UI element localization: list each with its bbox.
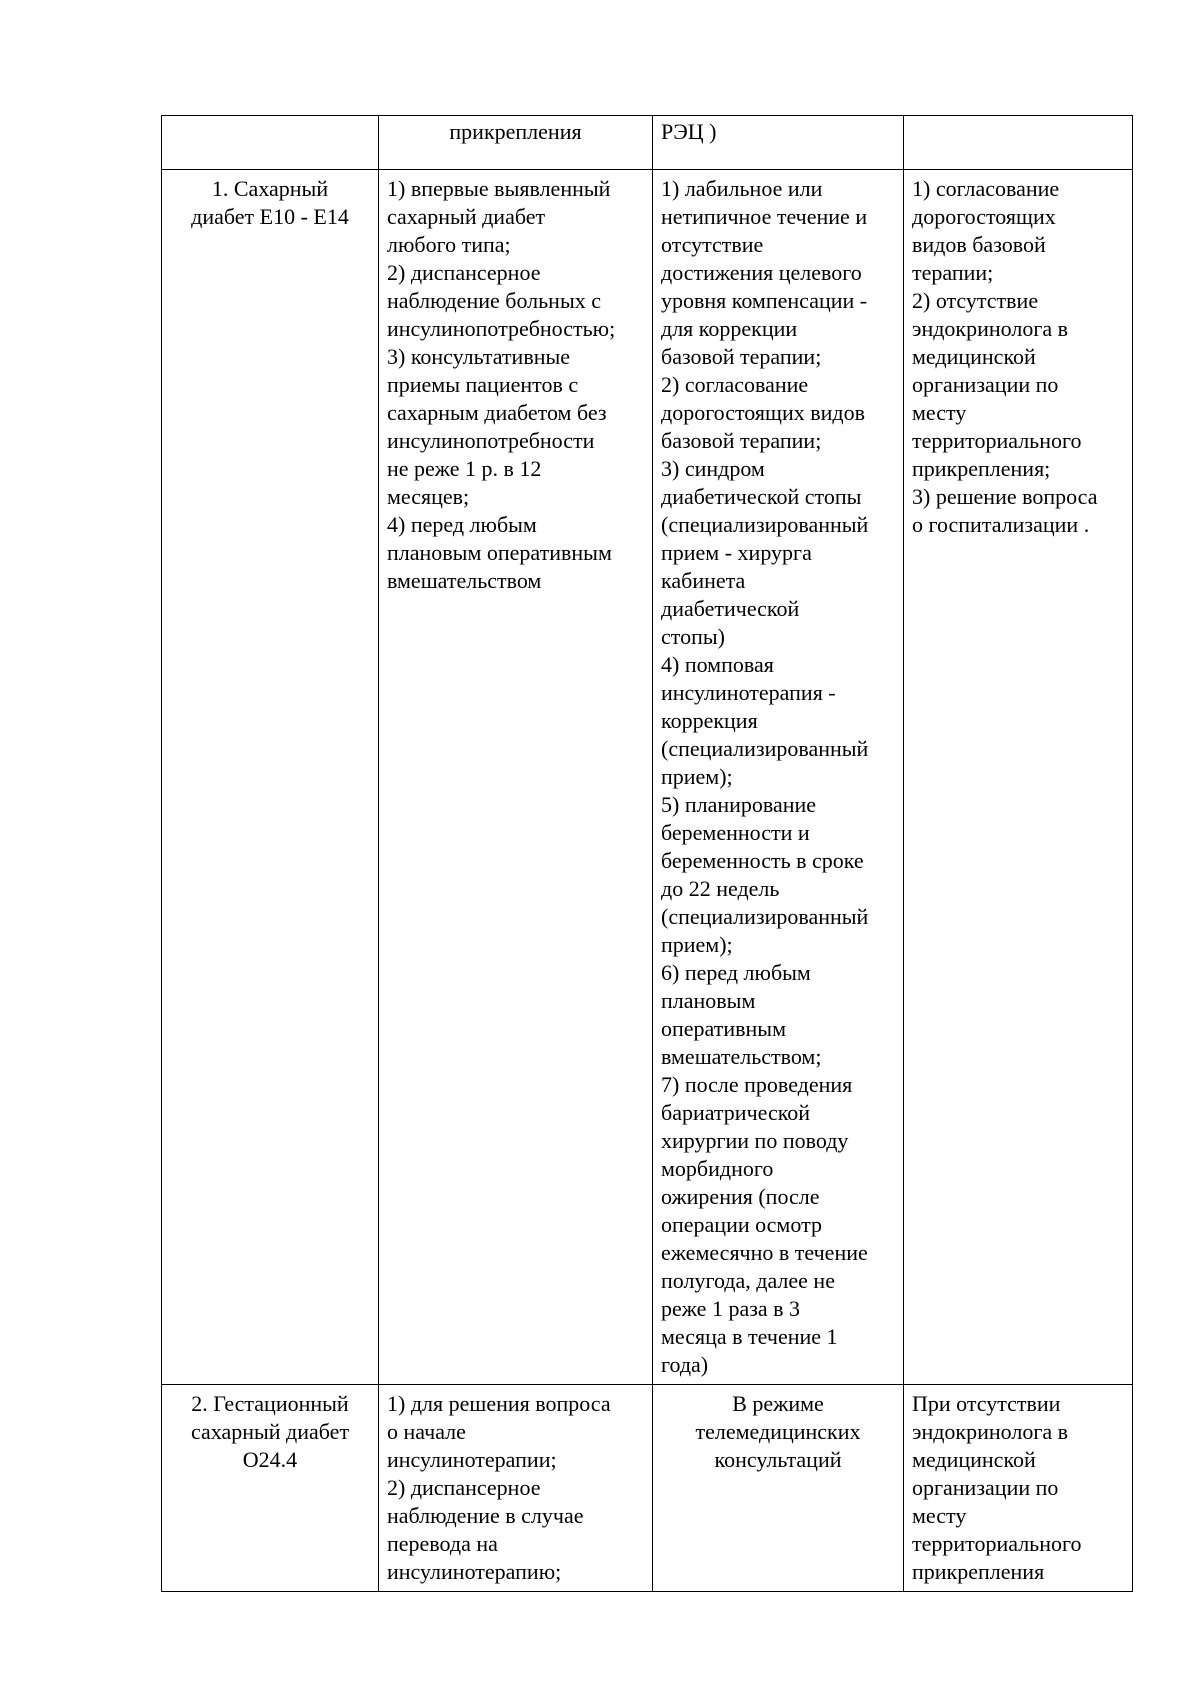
diagnosis-cell (162, 1385, 379, 1592)
cell-text-line: диабет Е10 - Е14 (191, 204, 349, 229)
table-row (162, 170, 1133, 1385)
cell-text-line: уровня компенсации - (661, 288, 868, 313)
cell-text-line: перевода на (387, 1531, 498, 1556)
cell-text-line: сахарным диабетом без (387, 400, 607, 425)
cell-text-line: ожирения (после (661, 1184, 820, 1209)
cell-text-line: эндокринолога в (912, 1419, 1069, 1444)
cell-text-line: вмешательством (387, 568, 542, 593)
cell-text-line: 2) отсутствие (912, 288, 1039, 313)
cell-text-line: инсулинотерапию; (387, 1559, 562, 1584)
cell-text-line: прикрепления; (912, 456, 1051, 481)
referral-indications-cell (379, 1385, 653, 1592)
cell-text-line: прикрепления (912, 1559, 1045, 1584)
cell-text-line: инсулинопотребностью; (387, 316, 616, 341)
referral-indications-cell (379, 170, 653, 1385)
cell-text-line: инсулинотерапия - (661, 680, 836, 705)
cell-text-line: нетипичное течение и (661, 204, 868, 229)
cell-text-line: коррекция (661, 708, 758, 733)
cell-text-line: организации по (912, 372, 1059, 397)
cell-text-line: достижения целевого (661, 260, 862, 285)
cell-text-line: не реже 1 р. в 12 (387, 456, 542, 481)
cell-text-line: года) (661, 1352, 709, 1377)
cell-text-line: реже 1 раза в 3 (661, 1296, 801, 1321)
header-cell-col3: РЭЦ ) (653, 116, 904, 170)
cell-text-line: о госпитализации . (912, 512, 1090, 537)
cell-text-line: 3) консультативные (387, 344, 571, 369)
cell-text-line: территориального (912, 1531, 1082, 1556)
cell-text-line: оперативным (661, 1016, 786, 1041)
cell-text-line: месту (912, 1503, 967, 1528)
cell-text-line: 1) для решения вопроса (387, 1391, 611, 1416)
cell-text-line: 2. Гестационный (191, 1391, 349, 1416)
cell-text-line: до 22 недель (661, 876, 780, 901)
specialist-indications-cell (653, 170, 904, 1385)
cell-text-line: ежемесячно в течение (661, 1240, 868, 1265)
cell-text-line: (специализированный (661, 904, 869, 929)
cell-text-line: сахарный диабет (387, 204, 546, 229)
cell-text-line: 1) лабильное или (661, 176, 823, 201)
cell-text-line: О24.4 (242, 1447, 298, 1472)
cell-text-line: наблюдение больных с (387, 288, 601, 313)
table-header-row (162, 116, 1133, 170)
cell-text-line: медицинской (912, 1447, 1036, 1472)
cell-text-line: морбидного (661, 1156, 774, 1181)
telemedicine-indications-cell (904, 170, 1133, 1385)
cell-text-line: для коррекции (661, 316, 798, 341)
cell-text-line: 2) согласование (661, 372, 809, 397)
cell-text-line: В режиме (732, 1391, 824, 1416)
telemedicine-indications-cell (904, 1385, 1133, 1592)
cell-text-line: 1) согласование (912, 176, 1060, 201)
cell-text-line: хирургии по поводу (661, 1128, 849, 1153)
cell-text-line: 6) перед любым (661, 960, 811, 985)
cell-text-line: При отсутствии (912, 1391, 1061, 1416)
cell-text-line: 2) диспансерное (387, 1475, 541, 1500)
cell-text-line: прием); (661, 932, 733, 957)
cell-text-line: терапии; (912, 260, 994, 285)
cell-text-line: плановым оперативным (387, 540, 612, 565)
cell-text-line: дорогостоящих видов (661, 400, 865, 425)
cell-text-line: 1. Сахарный (211, 176, 329, 201)
cell-text-line: месту (912, 400, 967, 425)
cell-text-line: территориального (912, 428, 1082, 453)
cell-text-line: консультаций (714, 1447, 842, 1472)
cell-text-line: плановым (661, 988, 756, 1013)
cell-text-line: 3) синдром (661, 456, 765, 481)
cell-text-line: беременности и (661, 820, 810, 845)
cell-text-line: 1) впервые выявленный (387, 176, 611, 201)
cell-text-line: любого типа; (387, 232, 511, 257)
cell-text-line: базовой терапии; (661, 428, 822, 453)
cell-text-line: кабинета (661, 568, 746, 593)
cell-text-line: организации по (912, 1475, 1059, 1500)
cell-text-line: наблюдение в случае (387, 1503, 584, 1528)
cell-text-line: инсулинопотребности (387, 428, 595, 453)
header-cell-col2: прикрепления (379, 116, 653, 170)
cell-text-line: 4) помповая (661, 652, 774, 677)
cell-text-line: операции осмотр (661, 1212, 822, 1237)
criteria-table (161, 115, 1133, 1592)
cell-text-line: (специализированный (661, 512, 869, 537)
cell-text-line: диабетической (661, 596, 800, 621)
cell-text-line: 7) после проведения (661, 1072, 853, 1097)
cell-text-line: месяцев; (387, 484, 470, 509)
cell-text-line: эндокринолога в (912, 316, 1069, 341)
header-cell-col4 (904, 116, 1133, 170)
cell-text-line: стопы) (661, 624, 725, 649)
cell-text-line: 2) диспансерное (387, 260, 541, 285)
cell-text-line: инсулинотерапии; (387, 1447, 557, 1472)
cell-text-line: приемы пациентов с (387, 372, 579, 397)
cell-text-line: базовой терапии; (661, 344, 822, 369)
cell-text-line: месяца в течение 1 (661, 1324, 838, 1349)
cell-text-line: прием); (661, 764, 733, 789)
cell-text-line: 5) планирование (661, 792, 817, 817)
diagnosis-cell (162, 170, 379, 1385)
cell-text-line: беременность в сроке (661, 848, 864, 873)
cell-text-line: 4) перед любым (387, 512, 537, 537)
cell-text-line: медицинской (912, 344, 1036, 369)
specialist-indications-cell (653, 1385, 904, 1592)
cell-text-line: дорогостоящих (912, 204, 1056, 229)
cell-text-line: видов базовой (912, 232, 1046, 257)
header-cell-col1 (162, 116, 379, 170)
cell-text-line: диабетической стопы (661, 484, 862, 509)
cell-text-line: полугода, далее не (661, 1268, 835, 1293)
cell-text-line: бариатрической (661, 1100, 811, 1125)
cell-text-line: вмешательством; (661, 1044, 822, 1069)
cell-text-line: сахарный диабет (190, 1419, 350, 1444)
cell-text-line: 3) решение вопроса (912, 484, 1098, 509)
cell-text-line: телемедицинских (695, 1419, 861, 1444)
cell-text-line: о начале (387, 1419, 466, 1444)
table-row (162, 1385, 1133, 1592)
cell-text-line: отсутствие (661, 232, 764, 257)
cell-text-line: прием - хирурга (661, 540, 812, 565)
cell-text-line: (специализированный (661, 736, 869, 761)
